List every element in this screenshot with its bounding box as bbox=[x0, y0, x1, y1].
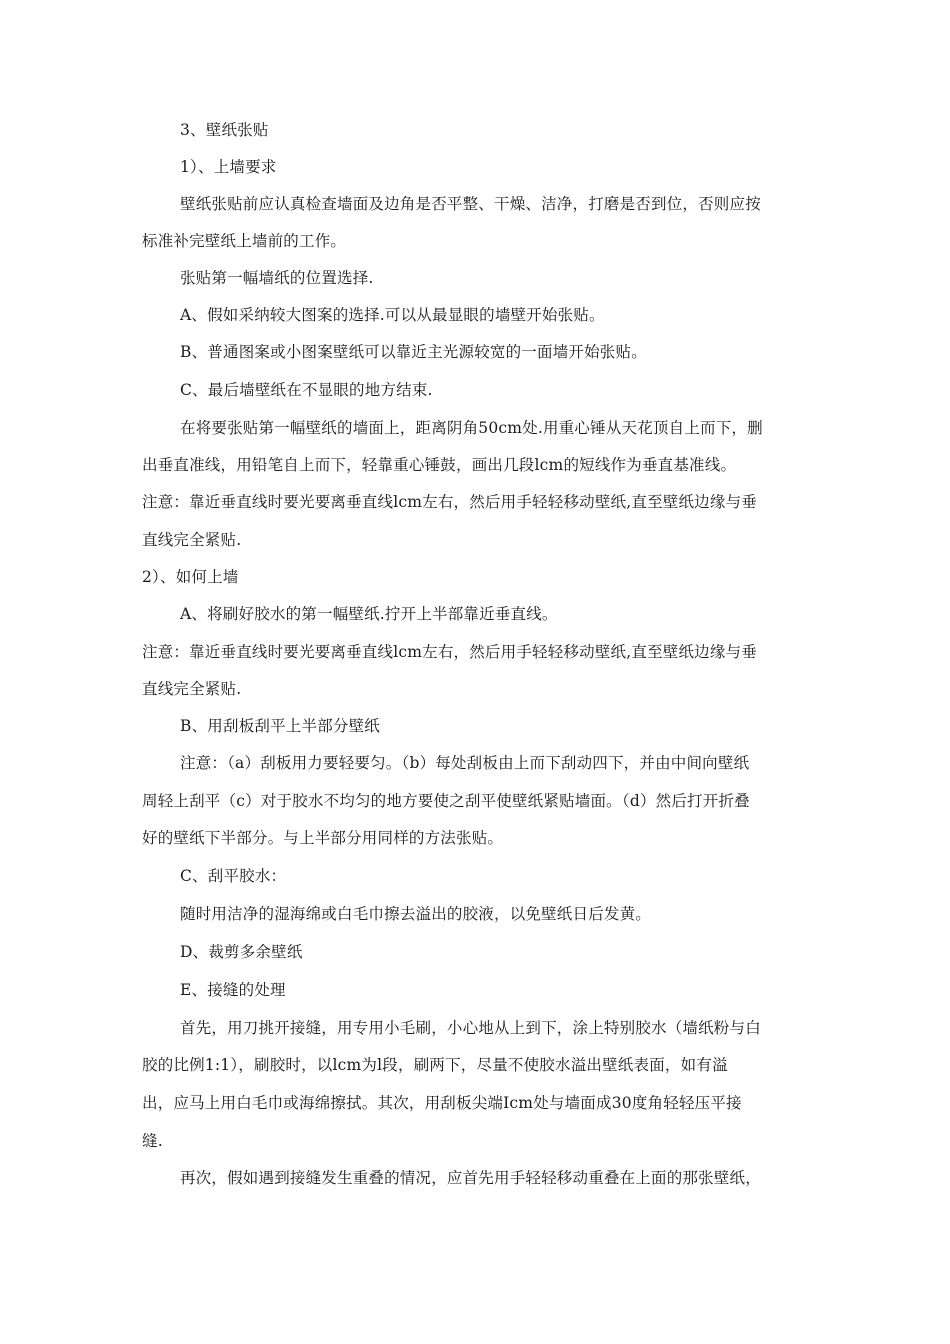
list-item: A、将刷好胶水的第一幅壁纸.拧开上半部靠近垂直线。 bbox=[180, 605, 558, 623]
section-heading: 3、壁纸张贴 bbox=[180, 121, 269, 139]
paragraph-line: 出，应马上用白毛巾或海绵擦拭。其次，用刮板尖端Icm处与墙面成30度角轻轻压平接 bbox=[142, 1094, 742, 1112]
subsection-heading: 1）、上墙要求 bbox=[180, 158, 277, 176]
paragraph-line: 张贴第一幅墙纸的位置选择. bbox=[180, 269, 374, 287]
list-item: B、普通图案或小图案壁纸可以靠近主光源较宽的一面墙开始张贴。 bbox=[180, 343, 647, 361]
note-line: 好的壁纸下半部分。与上半部分用同样的方法张贴。 bbox=[142, 829, 504, 847]
note-line: 直线完全紧贴. bbox=[142, 531, 242, 549]
paragraph-line: 再次，假如遇到接缝发生重叠的情况，应首先用手轻轻移动重叠在上面的那张壁纸， bbox=[180, 1169, 761, 1187]
subsection-heading: 2）、如何上墙 bbox=[142, 568, 239, 586]
note-line: 注意：（a）刮板用力要轻要匀。（b）每处刮板由上而下刮动四下，并由中间向壁纸 bbox=[180, 754, 750, 772]
paragraph-line: 缝. bbox=[142, 1132, 163, 1150]
paragraph-line: 标准补完壁纸上墙前的工作。 bbox=[142, 232, 347, 250]
paragraph-line: 首先，用刀挑开接缝，用专用小毛刷，小心地从上到下，涂上特别胶水（墙纸粉与白 bbox=[180, 1019, 761, 1037]
paragraph-line: 出垂直准线，用铅笔自上而下，轻靠重心锤鼓，画出几段lcm的短线作为垂直基准线。 bbox=[142, 456, 737, 474]
note-line: 周轻上刮平（c）对于胶水不均匀的地方要使之刮平使壁纸紧贴墙面。（d）然后打开折叠 bbox=[142, 792, 750, 810]
paragraph-line: 壁纸张贴前应认真检查墙面及边角是否平整、干燥、洁净，打磨是否到位，否则应按 bbox=[180, 195, 761, 213]
paragraph-line: 随时用洁净的湿海绵或白毛巾擦去溢出的胶液，以免壁纸日后发黄。 bbox=[180, 905, 652, 923]
list-item: E、接缝的处理 bbox=[180, 981, 286, 999]
paragraph-line: 胶的比例1:1），刷胶时，以lcm为l段，刷两下，尽量不使胶水溢出壁纸表面，如有溢 bbox=[142, 1056, 728, 1074]
list-item: C、刮平胶水： bbox=[180, 867, 287, 885]
note-line: 注意：靠近垂直线时要光要离垂直线lcm左右，然后用手轻轻移动壁纸,直至壁纸边缘与垂 bbox=[142, 493, 757, 511]
paragraph-line: 在将要张贴第一幅壁纸的墙面上，距离阴角50cm处.用重心锤从天花顶自上而下，删 bbox=[180, 419, 763, 437]
list-item: A、假如采纳较大图案的选择.可以从最显眼的墙壁开始张贴。 bbox=[180, 306, 605, 324]
list-item: D、裁剪多余壁纸 bbox=[180, 943, 303, 961]
list-item: B、用刮板刮平上半部分壁纸 bbox=[180, 717, 380, 735]
list-item: C、最后墙壁纸在不显眼的地方结束. bbox=[180, 381, 433, 399]
note-line: 直线完全紧贴. bbox=[142, 680, 242, 698]
note-line: 注意：靠近垂直线时要光要离垂直线lcm左右，然后用手轻轻移动壁纸,直至壁纸边缘与垂 bbox=[142, 643, 757, 661]
